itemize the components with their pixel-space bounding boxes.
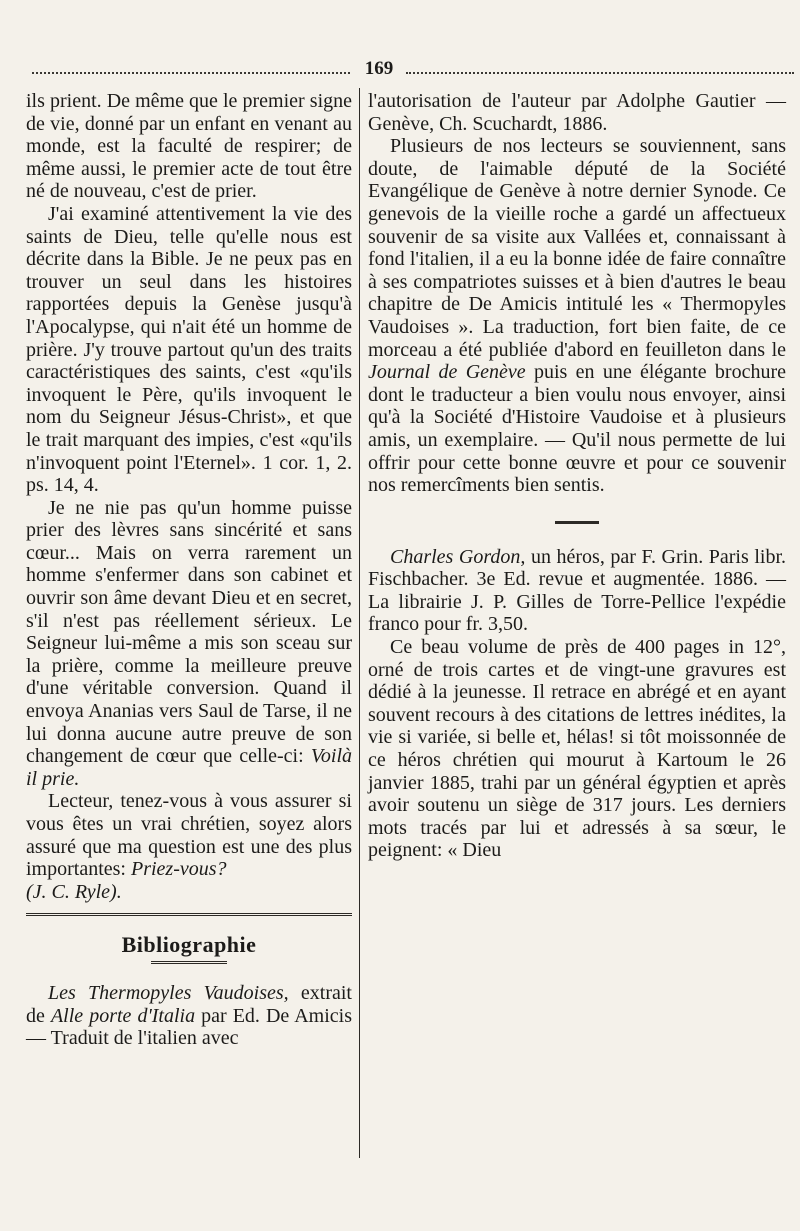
right-column bbox=[368, 90, 786, 862]
paragraph-text: Je ne nie pas qu'un homme puisse prier des lèvres sans sincérité et sans cœur... Mais on verra rarement un homme s'enfermer dans son cabinet et ouvrir son âme devant Dieu et en secret, s'il n'est pas réellement sérieux. Le Seigneur lui-même a mis son sceau sur la prière, comme la meilleure preuve d'une véritable conversion. Quand il envoya Ananias vers Saul de Tarse, il ne lui donna aucune autre preuve de son changement de cœur que celle-ci: bbox=[26, 496, 352, 768]
paragraph: Ce beau volume de près de 400 pages in 12°, orné de trois cartes et de vingt-une gravures est dédié à la jeunesse. Il retrace en abrégé et en ayant souvent recours à des citations de lettres inédites, la vie si variée, si belle et, hélas! si tôt moissonnée de ce héros chrétien qui mourut à Kartoum le 26 janvier 1885, trahi par un général égyptien et après avoir soutenu un siège de 317 jours. Les derniers mots tracés par lui et adressés à sa sœur, le peignent: « Dieu bbox=[368, 636, 786, 862]
paragraph: ils prient. De même que le premier signe de vie, donné par un enfant en venant au monde, est la faculté de respirer; de même aussi, le premier acte de tout être né de nouveau, c'est de prier. bbox=[26, 90, 352, 203]
bibliography-entry: Les Thermopyles Vaudoises, extrait de Alle porte d'Italia par Ed. De Amicis — Traduit de l'italien avec bbox=[26, 981, 352, 1050]
left-column bbox=[26, 90, 352, 1050]
header-rule-right bbox=[406, 72, 794, 74]
paragraph-italic: Voilà il prie. bbox=[26, 745, 353, 790]
paragraph bbox=[26, 790, 352, 880]
source-title: Alle porte d'Italia bbox=[50, 1004, 196, 1027]
paragraph-text: Lecteur, tenez-vous à vous assurer si vous êtes un vrai chrétien, soyez alors assuré que ma question est une des plus importantes: bbox=[26, 790, 352, 881]
signature: (J. C. Ryle). bbox=[26, 880, 122, 903]
header-rule-left bbox=[32, 72, 350, 74]
section-title: Bibliographie bbox=[121, 932, 257, 958]
title-ornament bbox=[151, 961, 227, 964]
book-title: Les Thermopyles Vaudoises, bbox=[48, 981, 289, 1004]
section-separator-short bbox=[555, 521, 599, 524]
section-separator bbox=[26, 913, 352, 916]
journal-title: Journal de Genève bbox=[368, 361, 526, 384]
paragraph-italic: Priez-vous? bbox=[130, 858, 227, 881]
paragraph: Plusieurs de nos lecteurs se souviennent, sans doute, de l'aimable député de la Société Evangélique de Genève à notre dernier Synode. Ce genevois de la vieille roche a gardé un affectueux souvenir de sa visite aux Vallées et, connaissant à fond l'italien, il a eu la bonne idée de faire connaître à ses compatriotes suisses et à bien d'autres le beau chapitre de De Amicis intitulé les « Thermopyles Vaudoises ». La traduction, fort bien faite, de ce morceau a été publiée d'abord en feuilleton dans le Journal de Genève puis en une élégante brochure dont le traducteur a bien voulu nous envoyer, ainsi qu'à la Société d'Histoire Vaudoise et à plusieurs amis, un exemplaire. — Qu'il nous permette de lui offrir pour cette bonne œuvre et pour ce souvenir nos remercîments bien sentis. bbox=[368, 135, 787, 497]
bibliography-entry: Charles Gordon, un héros, par F. Grin. Paris libr. Fischbacher. 3e Ed. revue et augmentée. 1886. — La librairie J. P. Gilles de Torre-Pellice l'expédie franco pour fr. 3,50. bbox=[368, 545, 786, 636]
paragraph: J'ai examiné attentivement la vie des saints de Dieu, telle qu'elle nous est décrite dans la Bible. Je ne peux pas en trouver un seul dans les histoires rapportées depuis la Genèse jusqu'à l'Apocalypse, qui n'ait été un homme de prière. J'y trouve partout qu'un des traits caractéristiques des saints, c'est «qu'ils invoquent le Père, qu'ils invoquent le nom du Seigneur Jésus-Christ», et que le trait marquant des impies, c'est «qu'ils n'invoquent point l'Eternel». 1 cor. 1, 2. ps. 14, 4. bbox=[26, 202, 352, 497]
page-header bbox=[32, 58, 794, 84]
paragraph bbox=[26, 497, 352, 791]
page-number: 169 bbox=[364, 58, 394, 79]
paragraph: l'autorisation de l'auteur par Adolphe Gautier — Genève, Ch. Scuchardt, 1886. bbox=[368, 90, 786, 135]
column-divider bbox=[359, 88, 360, 1158]
book-title: Charles Gordon, bbox=[390, 545, 526, 568]
